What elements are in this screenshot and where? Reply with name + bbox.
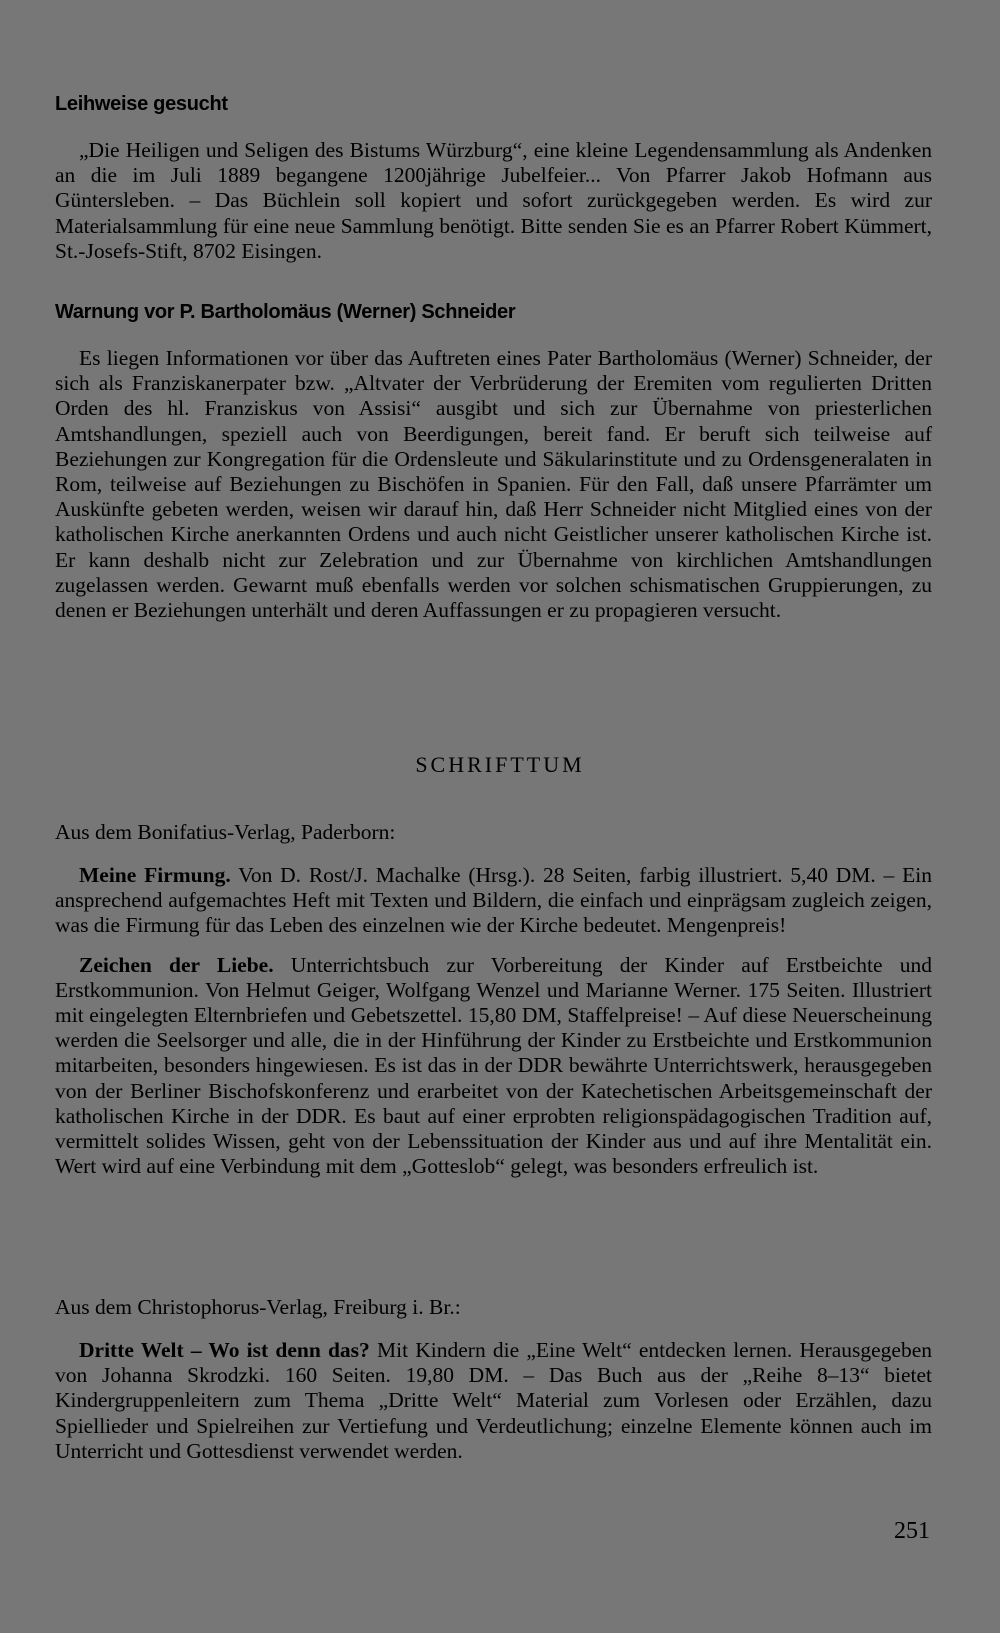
book-title: Meine Firmung. [79,863,231,887]
schrifttum-title: SCHRIFTTUM [415,752,585,777]
publisher-group-bonifatius [55,820,932,1179]
book-title: Zeichen der Liebe. [79,952,274,977]
book-entry [55,953,932,1180]
page-number: 251 [894,1518,930,1544]
section-heading: Warnung vor P. Bartholomäus (Werner) Schneider [55,301,516,323]
book-entry [55,863,932,939]
book-title: Dritte Welt – Wo ist denn das? [79,1338,370,1362]
section-warnung [55,300,932,623]
book-description: Von D. Rost/J. Machalke (Hrsg.). 28 Seiten, farbig illustriert. 5,40 DM. – Ein ansprechend aufgemachtes Heft mit Texten und Bildern, die einfach und einprägsam zugleich zeigen, was die Firmung für das Leben des einzelnen wie der Kirche bedeutet. Mengenpreis! [55,863,932,938]
section-heading: Leihweise gesucht [55,93,228,115]
section-leihweise [55,92,932,264]
publisher-label: Aus dem Christophorus-Verlag, Freiburg i. Br.: [55,1295,461,1319]
book-description: Mit Kindern die „Eine Welt“ entdecken lernen. Herausgegeben von Johanna Skrodzki. 160 Seiten. 19,80 DM. – Das Buch aus der „Reihe 8–13“ bietet Kindergruppenleitern zum Thema „Dritte Welt“ Material zum Vorlesen oder Erzählen, dazu Spiellieder und Spielreihen zur Vertiefung und Verdeutlichung; einzelne Elemente können auch im Unterricht und Gottesdienst verwendet werden. [55,1338,932,1463]
section-body: „Die Heiligen und Seligen des Bistums Würzburg“, eine kleine Legendensammlung als Andenken an die im Juli 1889 begangene 1200jährige Jubelfeier... Von Pfarrer Jakob Hofmann aus Güntersleben. – Das Büchlein soll kopiert und sofort zurückgegeben werden. Es wird zur Materialsammlung für eine neue Sammlung benötigt. Bitte senden Sie es an Pfarrer Robert Kümmert, St.-Josefs-Stift, 8702 Eisingen. [55,138,932,263]
book-description: Unterrichtsbuch zur Vorbereitung der Kinder auf Erstbeichte und Erstkommunion. Von Helmut Geiger, Wolfgang Wenzel und Marianne Werner. 175 Seiten. Illustriert mit eingelegten Elternbriefen und Gebetszettel. 15,80 DM, Staffelpreise! – Auf diese Neuerscheinung werden die Seelsorger und alle, die in der Hinführung der Kinder zu Erstbeichte und Erstkommunion mitarbeiten, besonders hingewiesen. Es ist das in der DDR bewährte Unterrichtswerk, herausgegeben von der Berliner Bischofskonferenz und erarbeitet von der Katechetischen Arbeitsgemeinschaft der katholischen Kirche in der DDR. Es baut auf einer erprobten religionspädagogischen Tradition auf, vermittelt solides Wissen, geht von der Lebenssituation der Kinder aus und auf ihre Mentalität ein. Wert wird auf eine Verbindung mit dem „Gotteslob“ gelegt, was besonders erfreulich ist. [55,952,933,1179]
section-body: Es liegen Informationen vor über das Auftreten eines Pater Bartholomäus (Werner) Schneider, der sich als Franziskanerpater bzw. „Altvater der Verbrüderung der Eremiten vom regulierten Dritten Orden des hl. Franziskus von Assisi“ ausgibt und sich zur Übernahme von priesterlichen Amtshandlungen, speziell auch von Beerdigungen, bereit fand. Er beruft sich teilweise auf Beziehungen zur Kongregation für die Ordensleute und Säkularinstitute und zu Ordensgeneralaten in Rom, teilweise auf Beziehungen zu Bischöfen in Spanien. Für den Fall, daß unsere Pfarrämter um Auskünfte gebeten werden, weisen wir darauf hin, daß Herr Schneider nicht Mitglied eines von der katholischen Kirche anerkannten Ordens und auch nicht Geistlicher unserer katholischen Kirche ist. Er kann deshalb nicht zur Zelebration und zur Übernahme von kirchlichen Amtshandlungen zugelassen werden. Gewarnt muß ebenfalls werden vor solchen schismatischen Gruppierungen, zu denen er Beziehungen unterhält und deren Auffassungen er zu propagieren versucht. [55,346,932,623]
publisher-label: Aus dem Bonifatius-Verlag, Paderborn: [55,820,396,844]
book-entry [55,1338,932,1464]
publisher-group-christophorus [55,1295,932,1464]
